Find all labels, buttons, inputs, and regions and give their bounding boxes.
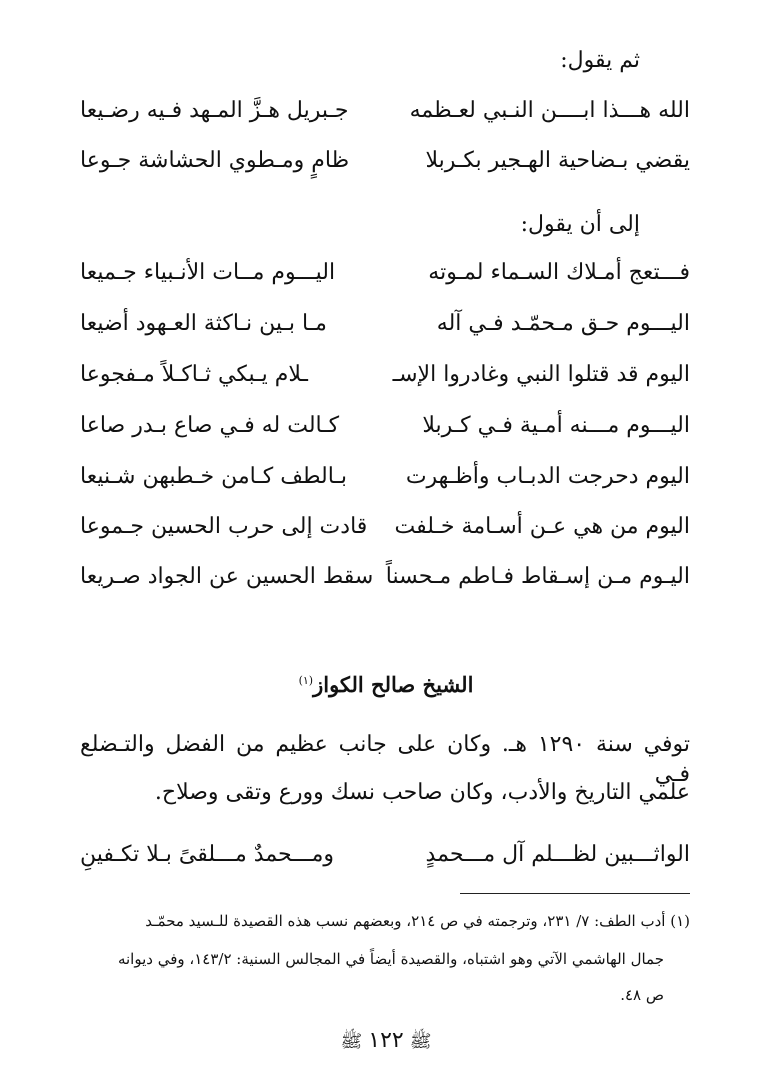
footnote-separator: [460, 893, 690, 894]
couplet-4-hemistich-1: اليـــوم حـق مـحمّـد فـي آله: [436, 311, 690, 336]
couplet-7-hemistich-1: اليوم دحرجت الدبـاب وأظـهرت: [405, 464, 690, 489]
couplet-8-hemistich-2: قادت إلى حرب الحسين جـموعا: [80, 514, 368, 539]
couplet-9-hemistich-1: اليـوم مـن إسـقاط فـاطم مـحسناً: [385, 564, 690, 589]
intro-text-2: إلى أن يقول:: [520, 212, 640, 237]
couplet-1-hemistich-1: الله هـــذا ابــــن النـبي لعـظمه: [409, 98, 690, 123]
ornament-right-icon: ﷺ: [409, 1031, 432, 1052]
couplet-9-hemistich-2: سقط الحسين عن الجواد صـريعا: [80, 564, 374, 589]
couplet-8-hemistich-1: اليوم من هي عـن أسـامة خـلفت: [394, 514, 690, 539]
couplet-6-hemistich-2: كـالت له فـي صاع بـدر صاعا: [80, 413, 340, 438]
couplet-2-hemistich-1: يقضي بـضاحية الهـجير بكـربلا: [425, 148, 690, 173]
couplet-5-hemistich-2: ـلام يـبكي ثـاكـلاً مـفجوعا: [80, 362, 308, 387]
couplet-7-hemistich-2: بـالطف كـامن خـطبهن شـنيعا: [80, 464, 348, 489]
couplet-10-hemistich-2: ومـــحمدٌ مـــلقىً بـلا تكـفينِ: [80, 842, 334, 867]
couplet-3-hemistich-1: فـــتعج أمـلاك السـماء لمـوته: [428, 260, 690, 285]
couplet-4-hemistich-2: مـا بـين نـاكثة العـهود أضيعا: [80, 311, 327, 336]
couplet-2-hemistich-2: ظامٍ ومـطوي الحشاشة جـوعا: [80, 148, 350, 173]
section-title: [0, 672, 772, 697]
couplet-6-hemistich-1: اليـــوم مـــنه أمـية فـي كـربلا: [422, 413, 690, 438]
ornament-left-icon: ﷺ: [340, 1031, 363, 1052]
couplet-5-hemistich-1: اليوم قد قتلوا النبي وغادروا الإسـ: [392, 362, 690, 387]
bio-line-2: علمي التاريخ والأدب، وكان صاحب نسك وورع وتقى وصلاح.: [154, 780, 690, 805]
section-title-text: الشيخ صالح الكواز: [313, 672, 474, 697]
bio-line-1: توفي سنة ١٢٩٠ هـ. وكان على جانب عظيم من الفضل والتـضلع فـي: [80, 732, 690, 787]
footnote-line-3: ص ٤٨.: [620, 986, 664, 1004]
footnote-line-1: (١) أدب الطف: ٧/ ٢٣١، وترجمته في ص ٢١٤، وبعضهم نسب هذه القصيدة للـسيد محمّـد: [145, 912, 690, 930]
page-number: ١٢٢: [368, 1028, 404, 1053]
footnote-ref: (١): [298, 674, 314, 687]
page-number-area: [0, 1028, 772, 1056]
couplet-10-hemistich-1: الواثـــبين لظـــلم آل مـــحمدٍ: [425, 842, 690, 867]
couplet-3-hemistich-2: اليـــوم مــات الأنـبياء جـميعا: [80, 260, 336, 285]
footnote-line-2: جمال الهاشمي الآتي وهو اشتباه، والقصيدة أيضاً في المجالس السنية: ١٤٣/٢، وفي ديوانه: [117, 950, 664, 968]
couplet-1-hemistich-2: جـبريل هـزَّ المـهد فـيه رضـيعا: [80, 98, 349, 123]
intro-text-1: ثم يقول:: [560, 48, 640, 73]
